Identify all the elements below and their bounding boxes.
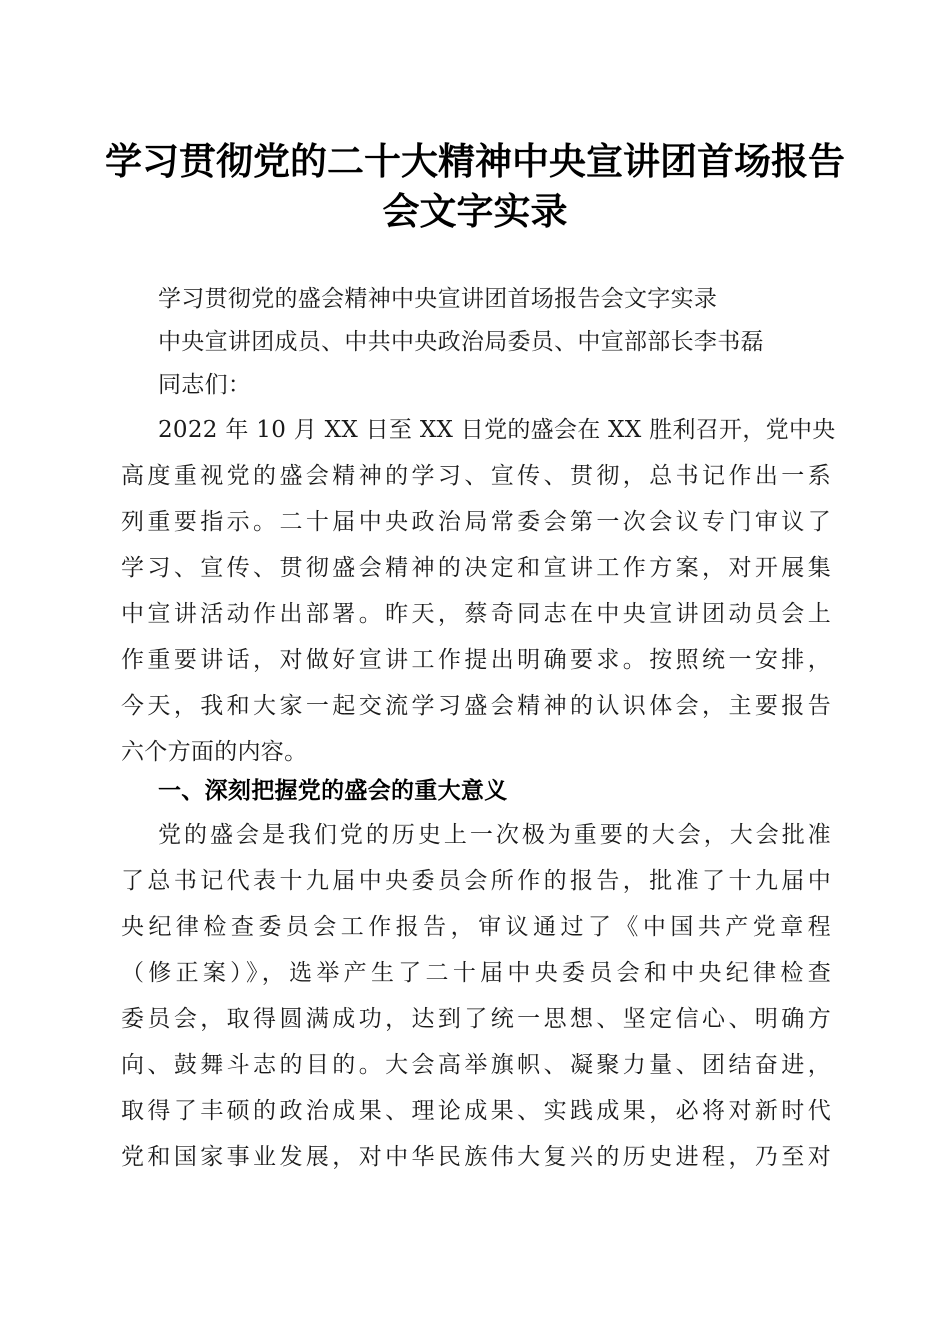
paragraph-1-line: 高度重视党的盛会精神的学习、宣传、贯彻，总书记作出一系: [121, 463, 831, 489]
paragraph-2-line: 央纪律检查委员会工作报告，审议通过了《中国共产党章程: [121, 914, 831, 940]
section-1-heading: 一、深刻把握党的盛会的重大意义: [158, 778, 508, 804]
speaker-line: 中央宣讲团成员、中共中央政治局委员、中宣部部长李书磊: [158, 329, 764, 355]
paragraph-2-line: 委员会，取得圆满成功，达到了统一思想、坚定信心、明确方: [121, 1006, 831, 1032]
document-subtitle: 学习贯彻党的盛会精神中央宣讲团首场报告会文字实录: [158, 286, 718, 312]
document-title-line-1: 学习贯彻党的二十大精神中央宣讲团首场报告: [105, 139, 845, 183]
paragraph-2-line: 取得了丰硕的政治成果、理论成果、实践成果，必将对新时代: [121, 1098, 831, 1124]
paragraph-2-line: 了总书记代表十九届中央委员会所作的报告，批准了十九届中: [121, 868, 831, 894]
paragraph-2-line: 党的盛会是我们党的历史上一次极为重要的大会，大会批准: [158, 822, 831, 848]
document-title-line-2: 会文字实录: [382, 189, 568, 233]
paragraph-2-line: 党和国家事业发展，对中华民族伟大复兴的历史进程，乃至对: [121, 1144, 831, 1170]
paragraph-1-line: 2022 年 10 月 XX 日至 XX 日党的盛会在 XX 胜利召开，党中央: [158, 417, 836, 443]
paragraph-1-line: 今天，我和大家一起交流学习盛会精神的认识体会，主要报告: [121, 693, 831, 719]
paragraph-1-line: 学习、宣传、贯彻盛会精神的决定和宣讲工作方案，对开展集: [121, 555, 831, 581]
paragraph-2-line: （修正案）》，选举产生了二十届中央委员会和中央纪律检查: [121, 960, 831, 986]
paragraph-1-line: 列重要指示。二十届中央政治局常委会第一次会议专门审议了: [121, 509, 831, 535]
salutation: 同志们：: [158, 372, 252, 398]
paragraph-2-line: 向、鼓舞斗志的目的。大会高举旗帜、凝聚力量、团结奋进，: [121, 1052, 831, 1078]
paragraph-1-line: 六个方面的内容。: [121, 739, 308, 765]
paragraph-1-line: 作重要讲话，对做好宣讲工作提出明确要求。按照统一安排，: [121, 647, 831, 673]
paragraph-1-line: 中宣讲活动作出部署。昨天，蔡奇同志在中央宣讲团动员会上: [121, 601, 831, 627]
